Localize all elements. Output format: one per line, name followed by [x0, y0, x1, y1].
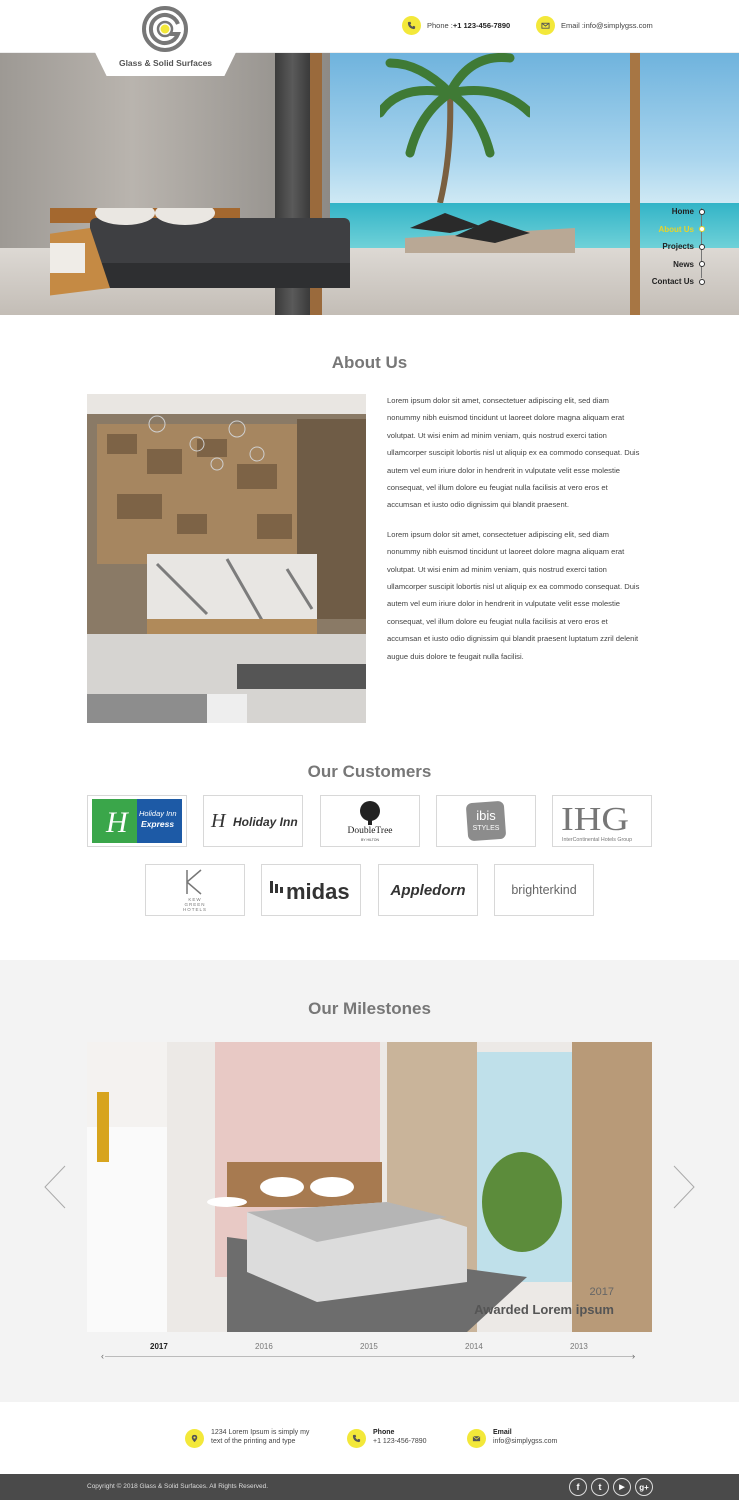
- svg-text:Holiday Inn: Holiday Inn: [139, 809, 177, 818]
- svg-text:BY HILTON: BY HILTON: [360, 838, 380, 842]
- footer-phone[interactable]: [347, 1428, 427, 1448]
- customer-logo-appledorn[interactable]: [378, 864, 478, 916]
- footer-address-text: 1234 Lorem Ipsum is simply my text of the printing and type: [211, 1429, 310, 1445]
- milestone-slide-image: [87, 1042, 652, 1332]
- nav-item-contact-us[interactable]: Contact Us: [652, 273, 705, 291]
- milestone-years: [105, 1342, 635, 1362]
- about-text: [387, 392, 642, 677]
- facebook-icon[interactable]: f: [569, 1478, 587, 1496]
- hero-side-nav: [652, 203, 705, 291]
- timeline-next-icon[interactable]: ›: [632, 1351, 635, 1361]
- footer-bar: [0, 1474, 739, 1500]
- customer-logo-brighterkind[interactable]: [494, 864, 594, 916]
- footer-email-label: Email: [493, 1429, 512, 1436]
- about-title: About Us: [331, 353, 408, 372]
- svg-text:InterContinental Hotels Group: InterContinental Hotels Group: [562, 837, 633, 843]
- footer-address: [185, 1428, 311, 1448]
- google-plus-icon[interactable]: g+: [635, 1478, 653, 1496]
- footer-phone-value: +1 123-456-7890: [373, 1438, 427, 1445]
- brand-logo[interactable]: [142, 6, 188, 52]
- year-tab-2017[interactable]: 2017: [150, 1342, 168, 1351]
- about-paragraph-2: Lorem ipsum dolor sit amet, consectetuer adipiscing elit, sed diam nonummy nibh euismod tincidunt ut laoreet dolore magna aliquam erat volutpat. Ut wisi enim ad minim veniam, quis nostrud exerci tation ullamcorper suscipit lobortis nisl ut aliquip ex ea commodo consequat. Duis autem vel eum iriure dolor in hendrerit in vulputate velit esse molestie consequat, vel illum dolore eu feugiat nulla facilisis at vero eros et accumsan et iusto odio dignissim qui blandit praesent luptatum zzril delenit augue duis dolore te feugait nulla facilisi.: [387, 529, 640, 661]
- slide-caption: Awarded Lorem ipsum: [474, 1302, 614, 1317]
- copyright-text: Copyright © 2018 Glass & Solid Surfaces. All Rights Reserved.: [87, 1483, 269, 1490]
- customers-title: Our Customers: [307, 762, 432, 781]
- svg-text:midas: midas: [286, 879, 350, 904]
- milestones-title: Our Milestones: [308, 999, 431, 1018]
- svg-text:DoubleTree: DoubleTree: [347, 826, 393, 836]
- customer-logo-ihg[interactable]: [552, 795, 652, 847]
- customer-logo-holiday-inn-express[interactable]: [87, 795, 187, 847]
- location-pin-icon: [185, 1429, 204, 1448]
- timeline-line: [105, 1356, 635, 1357]
- svg-text:Holiday Inn: Holiday Inn: [233, 815, 298, 829]
- svg-text:ibis: ibis: [476, 808, 496, 823]
- phone-icon: [347, 1429, 366, 1448]
- svg-text:KEW: KEW: [188, 897, 202, 902]
- sun-loungers-image: [405, 198, 575, 253]
- nav-item-projects[interactable]: Projects: [652, 238, 705, 256]
- customer-logo-midas[interactable]: [261, 864, 361, 916]
- mail-icon: [536, 16, 555, 35]
- year-tab-2015[interactable]: 2015: [360, 1342, 378, 1351]
- phone-icon: [402, 16, 421, 35]
- slider-prev-arrow-icon[interactable]: [44, 1165, 66, 1209]
- bed-image: [50, 208, 360, 298]
- youtube-icon[interactable]: ▶: [613, 1478, 631, 1496]
- hero-banner: [0, 53, 739, 315]
- about-interior-image: [87, 394, 366, 723]
- nav-item-news[interactable]: News: [652, 256, 705, 274]
- twitter-icon[interactable]: t: [591, 1478, 609, 1496]
- year-tab-2013[interactable]: 2013: [570, 1342, 588, 1351]
- customer-logo-ibis-styles[interactable]: [436, 795, 536, 847]
- about-paragraph-1: Lorem ipsum dolor sit amet, consectetuer adipiscing elit, sed diam nonummy nibh euismod tincidunt ut laoreet dolore magna aliquam erat volutpat. Ut wisi enim ad minim veniam, quis nostrud exerci tation ullamcorper suscipit lobortis nisl ut aliquip ex ea commodo consequat. Duis autem vel eum iriure dolor in hendrerit in vulputate velit esse molestie consequat, vel illum dolore eu feugiat nulla facilisis at vero eros et accumsan et iusto odio dignissim qui blandit praesent.: [387, 396, 640, 510]
- svg-text:STYLES: STYLES: [472, 825, 500, 832]
- svg-text:Express: Express: [141, 819, 175, 829]
- year-tab-2014[interactable]: 2014: [465, 1342, 483, 1351]
- header-email-label: Email :: [561, 21, 584, 30]
- nav-item-about-us[interactable]: About Us: [652, 221, 705, 239]
- footer-phone-label: Phone: [373, 1429, 395, 1436]
- year-tab-2016[interactable]: 2016: [255, 1342, 273, 1351]
- nav-item-home[interactable]: Home: [652, 203, 705, 221]
- svg-text:H: H: [106, 806, 128, 839]
- svg-text:GREEN: GREEN: [184, 902, 206, 907]
- palm-tree-image: [380, 53, 530, 203]
- timeline-prev-icon[interactable]: ‹: [101, 1351, 104, 1361]
- brand-name: Glass & Solid Surfaces: [118, 58, 213, 68]
- mail-icon: [467, 1429, 486, 1448]
- customer-logo-holiday-inn[interactable]: [203, 795, 303, 847]
- svg-text:HOTELS: HOTELS: [182, 907, 208, 912]
- customer-logo-kew-green[interactable]: [145, 864, 245, 916]
- svg-text:Appledorn: Appledorn: [390, 882, 466, 899]
- header-phone[interactable]: [402, 16, 510, 35]
- slider-next-arrow-icon[interactable]: [673, 1165, 695, 1209]
- header-email-value: info@simplygss.com: [583, 21, 653, 30]
- svg-text:brighterkind: brighterkind: [511, 883, 577, 897]
- slide-year: 2017: [589, 1286, 614, 1298]
- svg-text:H: H: [211, 810, 226, 832]
- header-phone-value: +1 123-456-7890: [452, 21, 511, 30]
- svg-text:IHG: IHG: [561, 801, 629, 838]
- footer-email-value: info@simplygss.com: [493, 1438, 558, 1445]
- header-phone-label: Phone :: [427, 21, 453, 30]
- footer-email[interactable]: [467, 1428, 557, 1448]
- customer-logo-doubletree[interactable]: [320, 795, 420, 847]
- header-email[interactable]: [536, 16, 653, 35]
